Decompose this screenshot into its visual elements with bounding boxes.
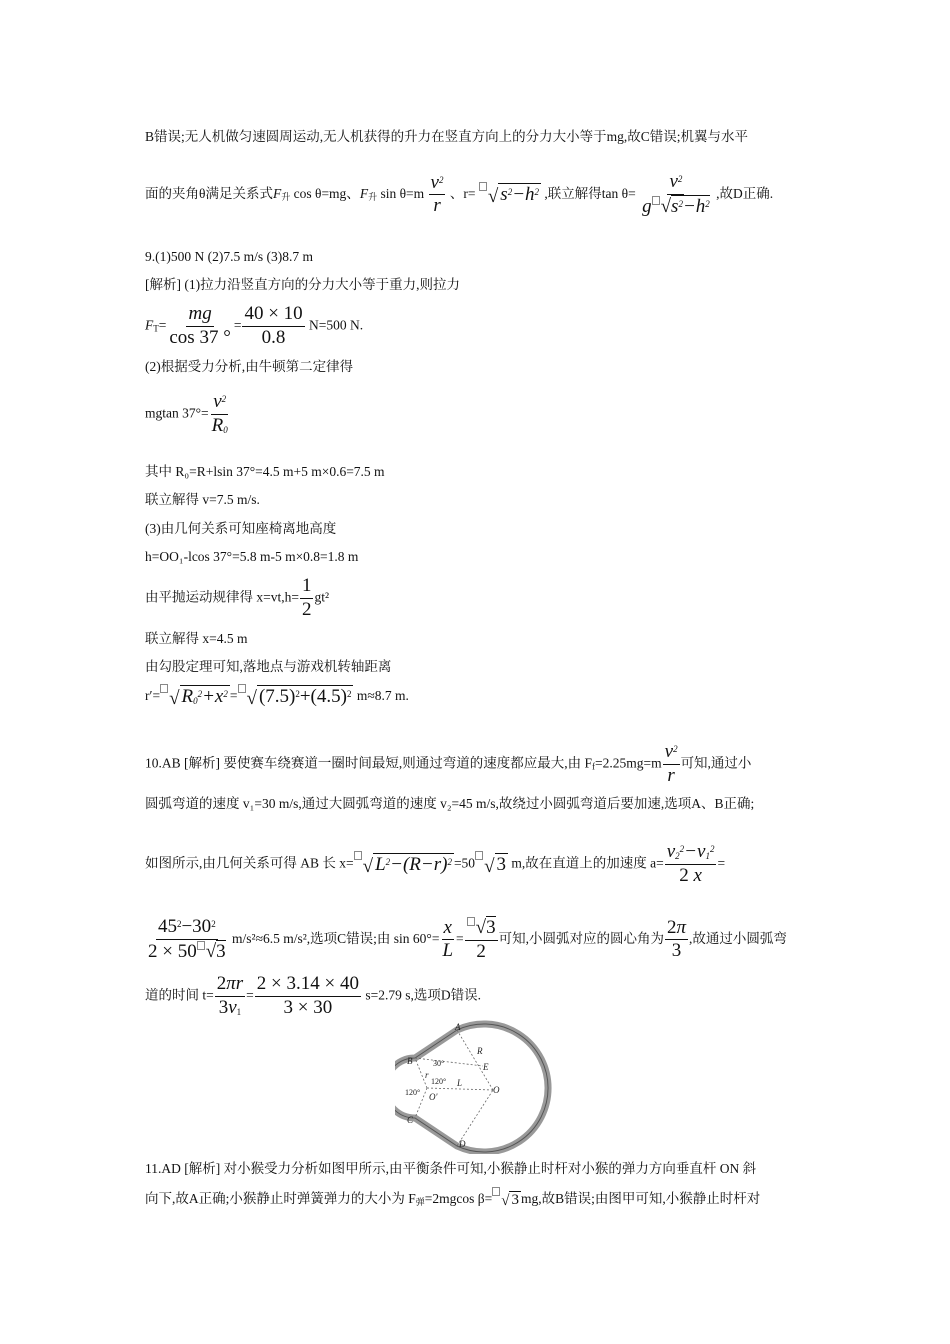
analysis-9-line: h=OO₁-lcos 37°=5.8 m-5 m×0.8=1.8 m [145, 549, 359, 564]
text-line-equations: 面的夹角θ满足关系式$F_升$ cos θ=mg、$F_升$ sin θ=m $\frac{v^2}{r}$ 、r= √ $s^2-h^2$ ,联立解得tan θ= $\frac{v^2}{g √s^2-h^2}$ ,故D正确. [145, 171, 774, 217]
fraction-tan-theta: $\frac{v^2}{g √s^2-h^2}$ [642, 171, 710, 217]
line-d-o [457, 1090, 493, 1146]
race-track-figure [395, 1020, 565, 1154]
analysis-9-line: [解析] (1)拉力沿竖直方向的分力大小等于重力,则拉力 [145, 277, 460, 292]
label-oprime: O' [429, 1092, 438, 1102]
label-30deg: 30° [433, 1059, 445, 1068]
equation-projectile: 由平抛运动规律得 x=vt,h= $\frac{1}{2}$ gt² [145, 575, 330, 620]
line-a-o [457, 1030, 493, 1090]
label-o: O [493, 1085, 500, 1095]
analysis-9-line: 其中 R₀=R+lsin 37°=4.5 m+5 m×0.6=7.5 m [145, 464, 385, 479]
line-b-e [415, 1058, 483, 1066]
label-l: L [457, 1078, 463, 1088]
label-d: D [459, 1139, 466, 1149]
label-r-small: r [425, 1070, 429, 1080]
analysis-10-line: 圆弧弯道的速度 v₁=30 m/s,通过大圆弧弯道的速度 v₂=45 m/s,故绕过小圆弧弯道后要加速,选项A、B正确; [145, 796, 755, 811]
label-c: C [407, 1115, 414, 1125]
label-e: E [483, 1062, 489, 1072]
equation-newton: mgtan 37°= $\frac{v^2}{R_0}$ [145, 391, 228, 436]
analysis-9-line: 联立解得 v=7.5 m/s. [145, 492, 260, 507]
line-oprime-o [427, 1088, 493, 1090]
fraction-v2-over-r: $\frac{v^2}{r}$ [430, 171, 444, 217]
analysis-9-line: (2)根据受力分析,由牛顿第二定律得 [145, 359, 354, 374]
label-b: B [407, 1056, 413, 1066]
radical-s2-h2: √ $s^2-h^2$ [487, 184, 540, 208]
analysis-10-line: $\frac{45^2-30^2}{2 \times 50 √3}$ m/s²≈6.5 m/s²,选项C错误;由 sin 60°= $\frac{x}{L}$ = $\frac{√3}{2}$ 可知,小圆弧对应的圆心角为 $\frac{2\pi}{3}$ ,故通过小圆弧弯 [148, 916, 787, 962]
equation-ft: $F_T=$ $\frac{mg}{\cos 37 ^\circ}$ = $\frac{40 \times 10}{0.8}$ N=500 N. [145, 303, 364, 348]
label-120deg-a: 120° [431, 1077, 447, 1086]
answer-9: 9.(1)500 N (2)7.5 m/s (3)8.7 m [145, 249, 313, 264]
analysis-11-line: 向下,故A正确;小猴静止时弹簧弹力的大小为 $F_弹=2mgcos$ β= √ 3 mg,故B错误;由图甲可知,小猴静止时杆对 [145, 1187, 760, 1209]
analysis-9-line: (3)由几何关系可知座椅离地高度 [145, 521, 337, 536]
text-line: B错误;无人机做匀速圆周运动,无人机获得的升力在竖直方向上的分力大小等于mg,故C错误;机翼与水平 [145, 129, 749, 144]
analysis-9-line: 由勾股定理可知,落地点与游戏机转轴距离 [145, 659, 392, 674]
analysis-9-line: 联立解得 x=4.5 m [145, 631, 248, 646]
analysis-10-line: 10.AB [解析] 要使赛车绕赛道一圈时间最短,则通过弯道的速度都应最大,由 $F_f=2.25mg=m$ $\frac{v^2}{r}$ 可知,通过小 [145, 741, 752, 786]
label-120deg-b: 120° [405, 1088, 421, 1097]
analysis-11-line: 11.AD [解析] 对小猴受力分析如图甲所示,由平衡条件可知,小猴静止时杆对小猴的弹力方向垂直杆 ON 斜 [145, 1161, 757, 1176]
analysis-10-line: 如图所示,由几何关系可得 AB 长 x= √ $L^2-(R-r)^2$ =50 √ 3 m,故在直道上的加速度 a= $\frac{v_2^2-v_1^2}{2 x}$ = [145, 841, 726, 886]
label-a: A [455, 1022, 461, 1032]
analysis-10-line: 道的时间 t= $\frac{2\pi r}{3v_1}$ = $\frac{2 \times 3.14 \times 40}{3 \times 30}$ s=2.79 s,选项D错误. [145, 973, 481, 1018]
equation-pythagoras: r′= √ $R_0^2+x^2$ = √ $(7.5)^2+(4.5)^2$ m≈8.7 m. [145, 684, 409, 708]
label-r-big: R [477, 1046, 483, 1056]
